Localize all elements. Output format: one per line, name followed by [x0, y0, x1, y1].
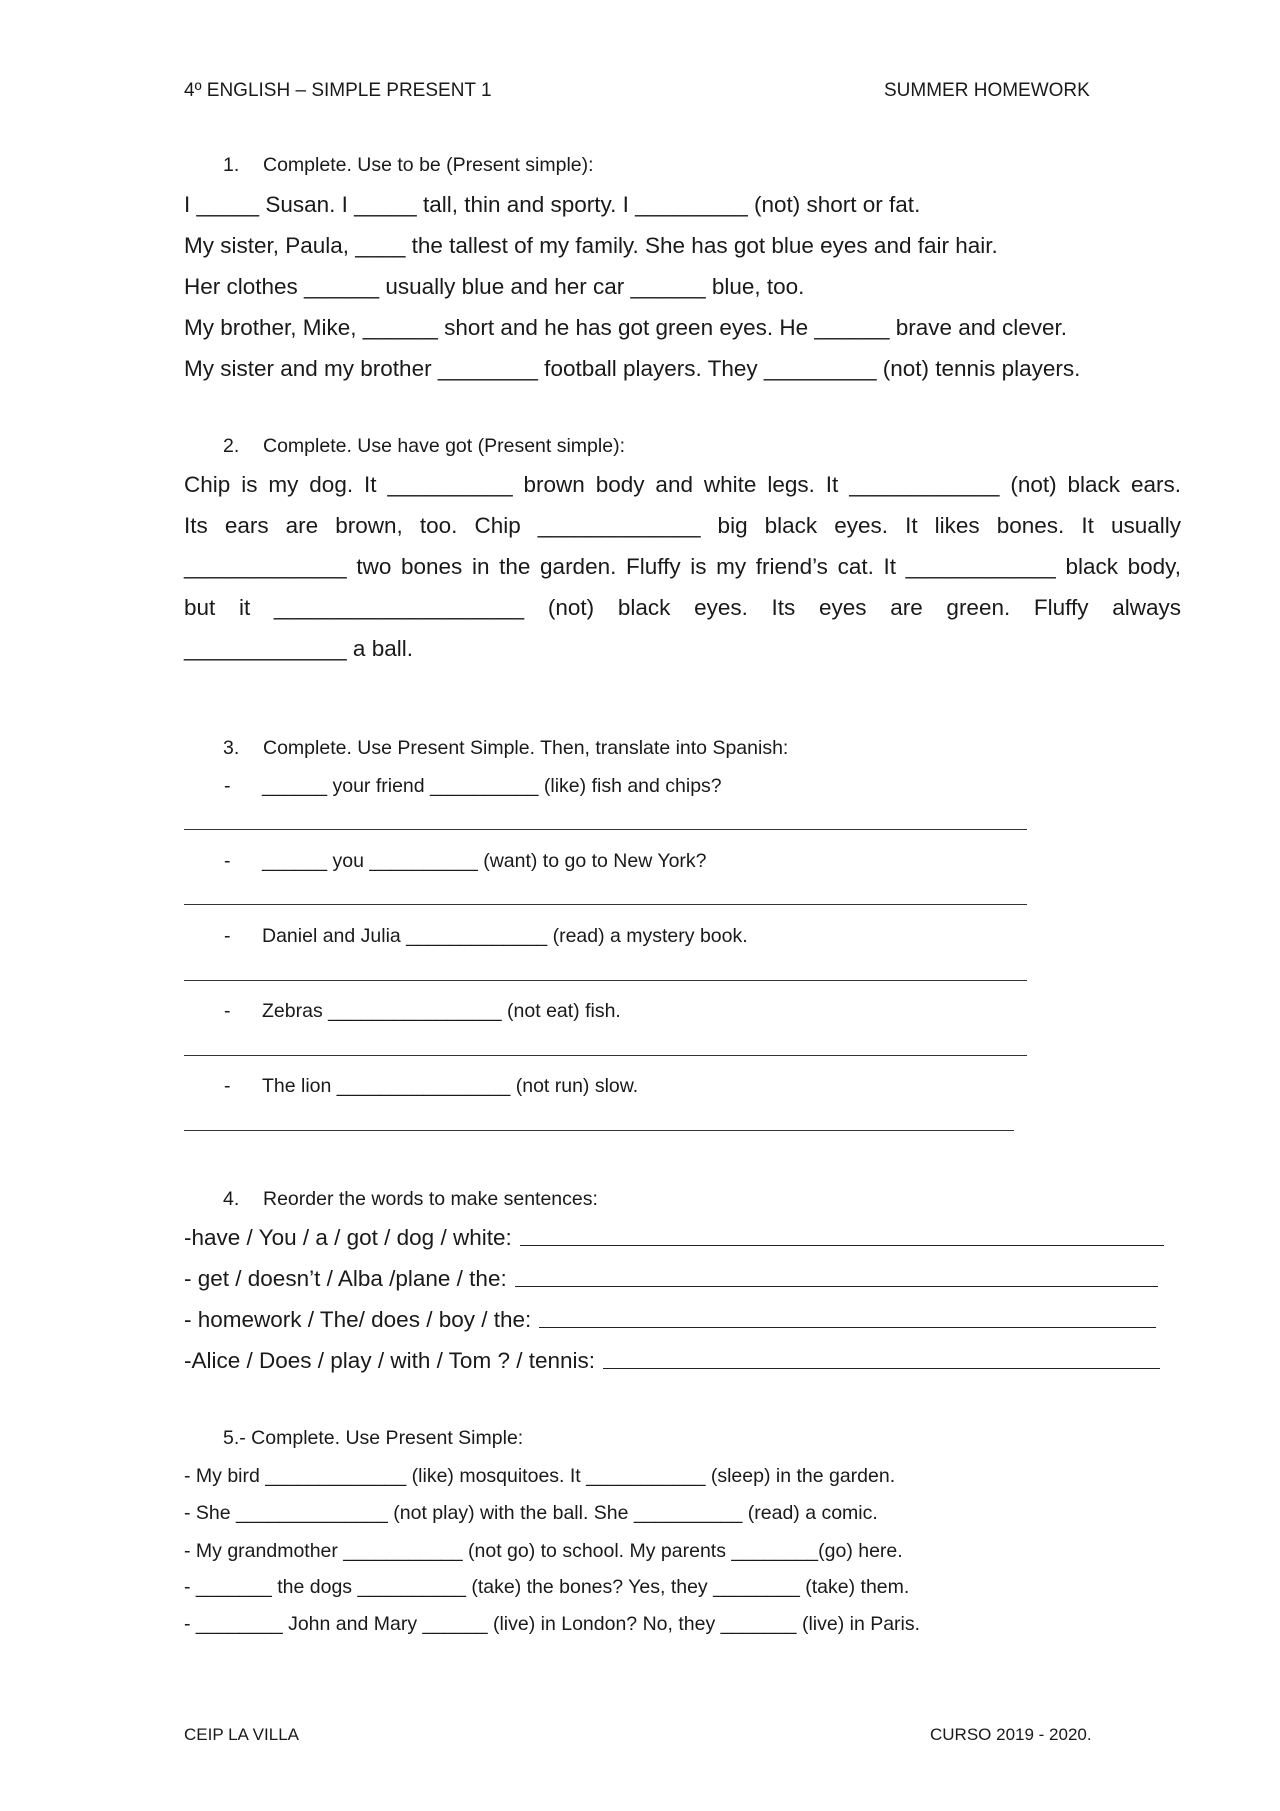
- section5-heading: 5.- Complete. Use Present Simple:: [223, 1427, 524, 1449]
- section2-title: Complete. Use have got (Present simple):: [263, 435, 625, 457]
- section3-heading: [223, 737, 788, 760]
- section1-line: Her clothes ______ usually blue and her car ______ blue, too.: [184, 274, 805, 299]
- bullet: -: [224, 850, 231, 872]
- translation-line[interactable]: [184, 980, 1027, 981]
- section3-item: Daniel and Julia _____________ (read) a mystery book.: [262, 925, 748, 947]
- section5-line: - ________ John and Mary ______ (live) in London? No, they _______ (live) in Paris.: [184, 1613, 921, 1635]
- answer-line[interactable]: [539, 1307, 1156, 1328]
- section1-line: My brother, Mike, ______ short and he has got green eyes. He ______ brave and clever.: [184, 315, 1068, 340]
- footer-school: CEIP LA VILLA: [184, 1725, 299, 1744]
- section2-line: Its ears are brown, too. Chip _____________ big black eyes. It likes bones. It usually: [184, 513, 1181, 538]
- bullet: -: [224, 925, 231, 947]
- section5-line: - My grandmother ___________ (not go) to school. My parents ________(go) here.: [184, 1540, 903, 1562]
- section4-title: Reorder the words to make sentences:: [263, 1188, 598, 1210]
- section2-line: _____________ two bones in the garden. Fluffy is my friend’s cat. It ____________ black body,: [184, 554, 1181, 579]
- header-right: SUMMER HOMEWORK: [884, 80, 1090, 101]
- section5-line: - She ______________ (not play) with the ball. She __________ (read) a comic.: [184, 1502, 878, 1524]
- section2-number: 2.: [223, 435, 240, 457]
- answer-line[interactable]: [515, 1266, 1158, 1287]
- section3-title: Complete. Use Present Simple. Then, translate into Spanish:: [263, 737, 789, 759]
- header-left: 4º ENGLISH – SIMPLE PRESENT 1: [184, 80, 492, 101]
- reorder-prompt: -Alice / Does / play / with / Tom ? / tennis:: [184, 1348, 595, 1373]
- section1-title: Complete. Use to be (Present simple):: [263, 154, 594, 176]
- section3-number: 3.: [223, 737, 240, 759]
- section3-item: ______ your friend __________ (like) fish and chips?: [262, 775, 722, 797]
- section2-line: _____________ a ball.: [184, 636, 413, 661]
- section1-line: My sister and my brother ________ football players. They _________ (not) tennis players.: [184, 356, 1081, 381]
- section1-number: 1.: [223, 154, 240, 176]
- answer-line[interactable]: [603, 1348, 1160, 1369]
- translation-line[interactable]: [184, 1130, 1014, 1131]
- translation-line[interactable]: [184, 829, 1027, 830]
- section3-item: The lion ________________ (not run) slow.: [262, 1075, 639, 1097]
- translation-line[interactable]: [184, 904, 1027, 905]
- bullet: -: [224, 1075, 231, 1097]
- reorder-prompt: - get / doesn’t / Alba /plane / the:: [184, 1266, 507, 1291]
- footer-year: CURSO 2019 - 2020.: [930, 1725, 1092, 1744]
- reorder-item: [184, 1307, 1156, 1333]
- bullet: -: [224, 775, 231, 797]
- section4-heading: [223, 1188, 598, 1211]
- section5-line: - _______ the dogs __________ (take) the bones? Yes, they ________ (take) them.: [184, 1576, 910, 1598]
- section1-line: I _____ Susan. I _____ tall, thin and sporty. I _________ (not) short or fat.: [184, 192, 921, 217]
- reorder-item: [184, 1225, 1164, 1251]
- section2-heading: [223, 435, 625, 458]
- section2-line: Chip is my dog. It __________ brown body and white legs. It ____________ (not) black ears.: [184, 472, 1181, 497]
- reorder-prompt: - homework / The/ does / boy / the:: [184, 1307, 532, 1332]
- translation-line[interactable]: [184, 1055, 1027, 1056]
- section1-heading: [223, 154, 594, 177]
- section1-line: My sister, Paula, ____ the tallest of my family. She has got blue eyes and fair hair.: [184, 233, 998, 258]
- section4-number: 4.: [223, 1188, 240, 1210]
- bullet: -: [224, 1000, 231, 1022]
- section3-item: Zebras ________________ (not eat) fish.: [262, 1000, 621, 1022]
- section2-line: but it ____________________ (not) black eyes. Its eyes are green. Fluffy always: [184, 595, 1181, 620]
- reorder-prompt: -have / You / a / got / dog / white:: [184, 1225, 512, 1250]
- answer-line[interactable]: [520, 1225, 1164, 1246]
- section3-item: ______ you __________ (want) to go to New York?: [262, 850, 707, 872]
- reorder-item: [184, 1266, 1158, 1292]
- reorder-item: [184, 1348, 1160, 1374]
- section5-line: - My bird _____________ (like) mosquitoes. It ___________ (sleep) in the garden.: [184, 1465, 896, 1487]
